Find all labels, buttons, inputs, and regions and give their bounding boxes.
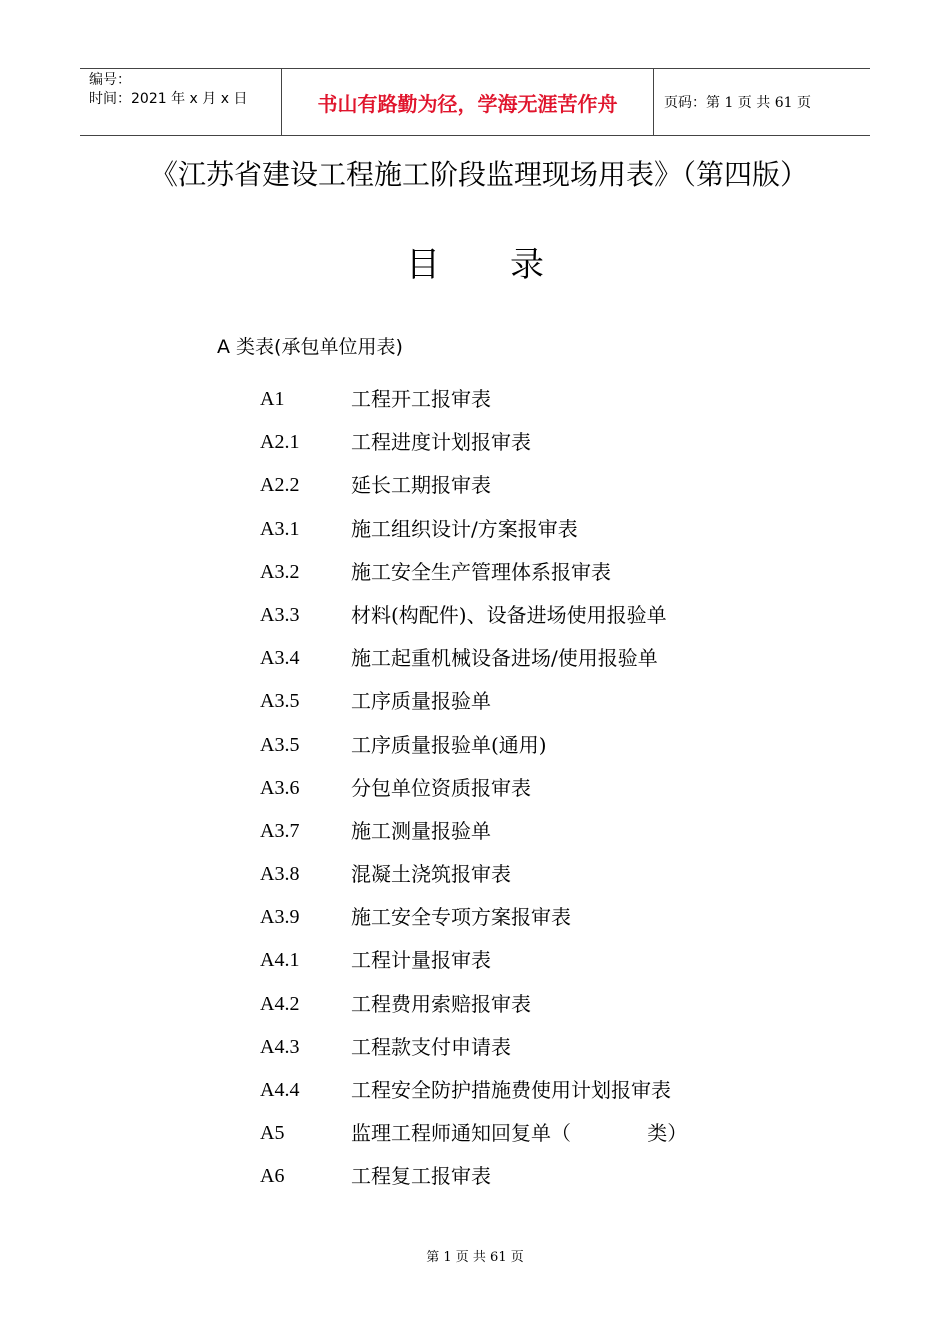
toc-item[interactable] — [0, 594, 950, 637]
toc-item-title: 施工安全生产管理体系报审表 — [351, 559, 611, 584]
toc-item[interactable] — [0, 810, 950, 853]
toc-item-title: 工程安全防护措施费使用计划报审表 — [351, 1078, 671, 1102]
toc-item-code: A3.3 — [260, 603, 300, 626]
toc-item[interactable] — [0, 508, 950, 551]
toc-item-code: A3.2 — [260, 560, 300, 583]
toc-item-title: 工程款支付申请表 — [351, 1034, 511, 1059]
toc-item-title: 监理工程师通知回复单（ 类） — [351, 1121, 688, 1146]
toc-item-code: A3.6 — [260, 776, 300, 799]
toc-item[interactable] — [0, 378, 950, 421]
toc-item-title: 施工起重机械设备进场/使用报验单 — [351, 646, 658, 671]
time-label: 时间：2021 年 x 月 x 日 — [89, 91, 248, 107]
toc-item-code: A4.1 — [260, 949, 300, 972]
toc-item-code: A1 — [260, 388, 285, 410]
toc-item-title: 工程计量报审表 — [351, 948, 491, 973]
header-page-cell — [654, 69, 870, 135]
toc-item-code: A4.2 — [260, 992, 300, 1015]
header-table — [80, 68, 870, 136]
section-heading: A 类表(承包单位用表) — [217, 336, 403, 358]
toc-item[interactable] — [0, 680, 950, 723]
toc-item-title: 材料(构配件)、设备进场使用报验单 — [351, 602, 667, 627]
page-footer: 第 1 页 共 61 页 — [426, 1250, 524, 1265]
toc-list — [0, 378, 950, 1199]
toc-item-title: 施工安全专项方案报审表 — [351, 905, 571, 930]
toc-item-code: A3.5 — [260, 690, 300, 713]
toc-item-code: A3.1 — [260, 517, 300, 540]
page-info: 页码：第 1 页 共 61 页 — [664, 95, 811, 111]
toc-item-title: 施工组织设计/方案报审表 — [351, 516, 578, 541]
toc-item[interactable] — [0, 767, 950, 810]
motto-text: 书山有路勤为径，学海无涯苦作舟 — [317, 91, 618, 116]
toc-item[interactable] — [0, 421, 950, 464]
toc-item-code: A3.5 — [260, 733, 300, 756]
toc-item[interactable] — [0, 896, 950, 939]
toc-item[interactable] — [0, 637, 950, 680]
header-motto-cell — [281, 69, 654, 135]
toc-item-title: 施工测量报验单 — [351, 818, 491, 843]
toc-item-code: A3.8 — [260, 863, 300, 886]
toc-item-title: 工序质量报验单(通用) — [351, 732, 547, 757]
toc-item-code: A2.1 — [260, 431, 300, 454]
toc-item[interactable] — [0, 983, 950, 1026]
number-label: 编号： — [89, 72, 131, 88]
toc-item[interactable] — [0, 939, 950, 982]
toc-item[interactable] — [0, 551, 950, 594]
toc-item-code: A4.4 — [260, 1079, 300, 1101]
toc-item[interactable] — [0, 1069, 950, 1112]
toc-item-title: 延长工期报审表 — [351, 473, 491, 498]
toc-item-code: A4.3 — [260, 1035, 300, 1058]
toc-item-title: 工序质量报验单 — [351, 689, 491, 714]
header-meta-cell — [80, 69, 281, 135]
toc-item-code: A5 — [260, 1122, 285, 1145]
toc-item-code: A3.9 — [260, 906, 300, 929]
toc-item[interactable] — [0, 724, 950, 767]
toc-item-title: 工程开工报审表 — [351, 387, 491, 411]
toc-item-title: 工程复工报审表 — [351, 1164, 491, 1189]
document-title: 《江苏省建设工程施工阶段监理现场用表》（第四版） — [150, 158, 809, 191]
toc-item-title: 工程进度计划报审表 — [351, 430, 531, 455]
toc-item[interactable] — [0, 853, 950, 896]
toc-item[interactable] — [0, 464, 950, 507]
toc-item[interactable] — [0, 1026, 950, 1069]
toc-item-title: 工程费用索赔报审表 — [351, 991, 531, 1016]
toc-item-code: A6 — [260, 1165, 285, 1188]
toc-heading: 目录 — [406, 245, 614, 285]
toc-item[interactable] — [0, 1112, 950, 1155]
toc-item[interactable] — [0, 1155, 950, 1198]
toc-item-title: 分包单位资质报审表 — [351, 775, 531, 800]
toc-item-code: A2.2 — [260, 474, 300, 497]
toc-item-code: A3.7 — [260, 819, 300, 842]
toc-item-title: 混凝土浇筑报审表 — [351, 862, 511, 887]
toc-item-code: A3.4 — [260, 647, 300, 670]
